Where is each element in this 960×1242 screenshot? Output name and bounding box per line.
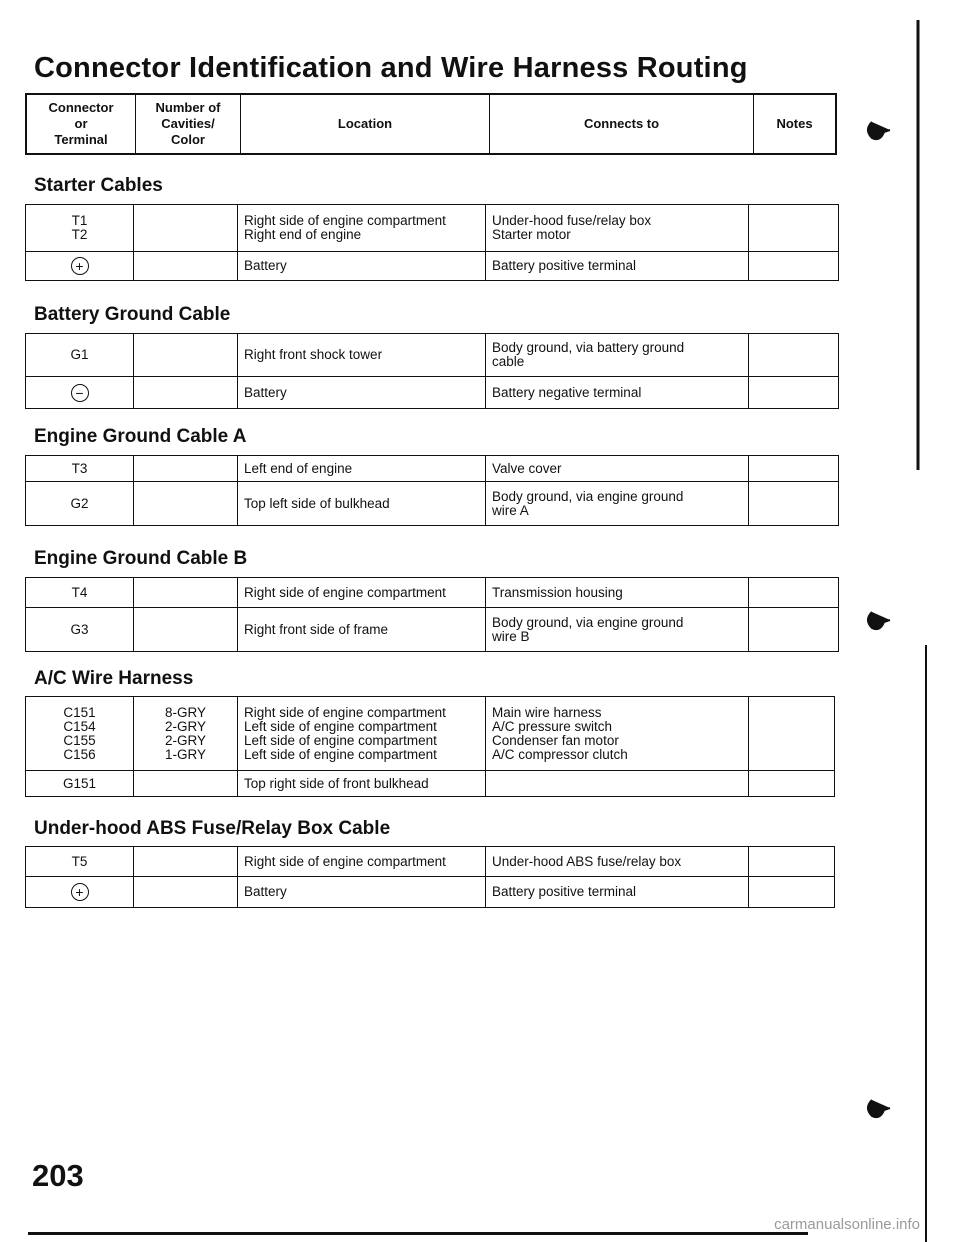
connects-to-cell: Body ground, via engine ground wire B <box>486 608 749 651</box>
positive-terminal-icon: + <box>71 883 89 901</box>
page-title: Connector Identification and Wire Harness Routing <box>34 52 748 84</box>
section-title-engine-ground-cable-b: Engine Ground Cable B <box>34 548 248 569</box>
location-cell: Top left side of bulkhead <box>238 482 486 525</box>
connects-to-cell: Main wire harness A/C pressure switch Condenser fan motor A/C compressor clutch <box>486 697 749 770</box>
location-cell: Right front shock tower <box>238 334 486 376</box>
connects-to-cell: Under-hood fuse/relay box Starter motor <box>486 205 749 251</box>
watermark: carmanualsonline.info <box>774 1216 920 1233</box>
connector-cell: T3 <box>26 456 134 481</box>
section-title-abs-fuse-relay-box-cable: Under-hood ABS Fuse/Relay Box Cable <box>34 818 391 839</box>
connects-to-cell: Battery negative terminal <box>486 377 749 408</box>
cavities-cell: 8-GRY 2-GRY 2-GRY 1-GRY <box>134 697 238 770</box>
edge-tab-2 <box>868 612 890 629</box>
header-location: Location <box>241 95 490 153</box>
section-title-battery-ground-cable: Battery Ground Cable <box>34 304 231 325</box>
section-title-engine-ground-cable-a: Engine Ground Cable A <box>34 426 247 447</box>
connector-cell: G3 <box>26 608 134 651</box>
header-notes: Notes <box>776 115 813 131</box>
header-connects-to: Connects to <box>490 95 754 153</box>
connector-cell: G151 <box>26 771 134 796</box>
section-title-ac-wire-harness: A/C Wire Harness <box>34 668 194 689</box>
edge-tab-1 <box>868 122 890 139</box>
footer-rule <box>28 1232 808 1235</box>
connects-to-cell: Battery positive terminal <box>486 877 749 907</box>
connects-to-cell: Valve cover <box>486 456 749 481</box>
page-number: 203 <box>32 1158 84 1193</box>
location-cell: Right side of engine compartment Right end of engine <box>238 205 486 251</box>
connector-cell: T4 <box>26 578 134 607</box>
connector-cell: G1 <box>26 334 134 376</box>
location-cell: Battery <box>238 252 486 280</box>
location-cell: Right side of engine compartment <box>238 847 486 876</box>
location-cell: Right front side of frame <box>238 608 486 651</box>
connects-to-cell: Body ground, via battery ground cable <box>486 334 749 376</box>
connects-to-cell: Transmission housing <box>486 578 749 607</box>
location-cell: Battery <box>238 377 486 408</box>
connects-to-cell: Battery positive terminal <box>486 252 749 280</box>
connector-cell: C151 C154 C155 C156 <box>26 697 134 770</box>
connector-cell: T5 <box>26 847 134 876</box>
location-cell: Right side of engine compartment Left side of engine compartment Left side of engine compartment Left side of engine compartment <box>238 697 486 770</box>
connector-cell: T1 T2 <box>26 205 134 251</box>
location-cell: Top right side of front bulkhead <box>238 771 486 796</box>
connects-to-cell: Under-hood ABS fuse/relay box <box>486 847 749 876</box>
positive-terminal-icon: + <box>71 257 89 275</box>
connector-cell: G2 <box>26 482 134 525</box>
header-cavities: Number of Cavities/ Color <box>136 95 241 153</box>
location-cell: Battery <box>238 877 486 907</box>
negative-terminal-icon: − <box>71 384 89 402</box>
edge-tab-3 <box>868 1100 890 1117</box>
header-connector: Connector or Terminal <box>27 95 136 153</box>
location-cell: Right side of engine compartment <box>238 578 486 607</box>
section-title-starter-cables: Starter Cables <box>34 175 163 196</box>
location-cell: Left end of engine <box>238 456 486 481</box>
connects-to-cell: Body ground, via engine ground wire A <box>486 482 749 525</box>
